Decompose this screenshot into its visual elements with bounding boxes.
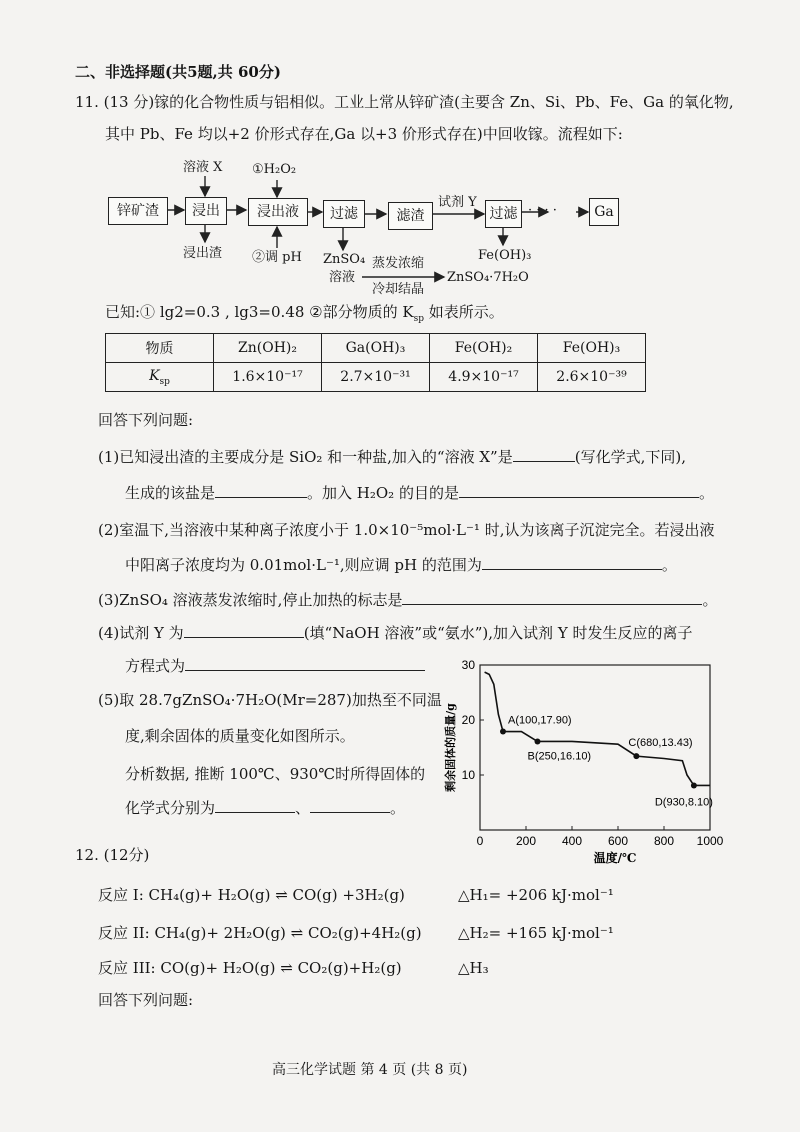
flow-label-evaporate: 蒸发浓缩 [372,256,425,271]
flow-label-adjust-ph: ②调 pH [252,250,302,265]
data-point [535,738,541,744]
data-point [691,782,697,788]
y-tick-label: 30 [461,658,475,672]
flow-label-solution: 溶液 [329,270,356,285]
flow-label-solution-x: 溶液 X [183,160,223,175]
data-point-label: C(680,13.43) [628,737,693,750]
y-tick-label: 10 [461,768,475,782]
answer-blank-formula-930[interactable] [310,798,390,813]
answer-blank-h2o2-purpose[interactable] [459,483,699,498]
flow-label-dots: · · · · [528,203,557,218]
ksp-table-header [106,334,646,363]
q12-prompt: 回答下列问题: [98,991,194,1009]
q11-part5-line4: 化学式分别为 、 。 [125,799,406,817]
flow-label-reagent-y: 试剂 Y [438,195,477,210]
flow-node-filter-1: 过滤 [323,200,365,228]
table-header-cell: Zn(OH)₂ [214,334,322,363]
answer-blank-stop-heating[interactable] [402,590,702,605]
reaction-3: 反应 III: CO(g)+ H₂O(g) ⇌ CO₂(g)+H₂(g) [98,959,402,977]
q11-part5-line1: (5)取 28.7gZnSO₄·7H₂O(Mr=287)加热至不同温 [98,691,442,709]
table-header-cell: Ga(OH)₃ [322,334,430,363]
flow-label-crystallize: 冷却结晶 [372,282,425,297]
mass-temperature-chart [440,655,740,865]
q11-part1-line1: (1)已知浸出渣的主要成分是 SiO₂ 和一种盐,加入的“溶液 X”是 (写化学式,下同), [98,448,686,466]
x-tick-label: 1000 [696,834,724,848]
flow-node-leachate: 浸出液 [248,198,308,226]
q11-intro-line2: 其中 Pb、Fe 均以+2 价形式存在,Ga 以+3 价形式存在)中回收镓。流程如下: [105,125,623,143]
mass-curve [485,672,710,785]
q11-part2-line2: 中阳离子浓度均为 0.01mol·L⁻¹,则应调 pH 的范围为 。 [125,556,677,574]
reaction-2: 反应 II: CH₄(g)+ 2H₂O(g) ⇌ CO₂(g)+4H₂(g) [98,924,422,942]
q11-part4-line1: (4)试剂 Y 为 (填“NaOH 溶液”或“氨水”),加入试剂 Y 时发生反应的离子 [98,624,693,642]
x-axis-label: 温度/℃ [593,851,637,865]
q11-part5-line3: 分析数据, 推断 100℃、930℃时所得固体的 [125,765,426,783]
x-tick-label: 400 [561,834,583,848]
data-point-label: B(250,16.10) [527,750,592,763]
flow-label-h2o2: ①H₂O₂ [252,162,297,177]
flow-label-feoh3: Fe(OH)₃ [478,248,532,263]
section-header: 二、非选择题(共5题,共 60分) [75,63,281,81]
q11-part5-line2: 度,剩余固体的质量变化如图所示。 [125,727,355,745]
page-footer: 高三化学试题 第 4 页 (共 8 页) [272,1062,468,1078]
x-tick-label: 600 [607,834,629,848]
table-header-cell: Fe(OH)₂ [430,334,538,363]
answer-blank-formula-100[interactable] [215,798,295,813]
x-tick-label: 200 [515,834,537,848]
answer-prompt: 回答下列问题: [98,411,194,429]
answer-blank-ph-range[interactable] [482,555,662,570]
ksp-table-row [106,363,646,392]
data-point [500,729,506,735]
y-axis-label: 剩余固体的质量/g [444,703,457,792]
data-point-label: D(930,8.10) [654,796,713,809]
q11-part4-line2: 方程式为 [125,656,425,676]
flow-label-residue: 浸出渣 [183,246,223,261]
answer-blank-solution-x[interactable] [513,447,575,462]
table-cell: 2.7×10⁻³¹ [322,363,430,392]
data-point-label: A(100,17.90) [508,714,572,727]
reaction-1-enthalpy: △H₁= +206 kJ·mol⁻¹ [458,886,614,904]
reaction-3-enthalpy: △H₃ [458,959,489,977]
q12-title: 12. (12分) [75,846,150,864]
q11-part1-line2: 生成的该盐是 。加入 H₂O₂ 的目的是 。 [125,484,714,502]
flow-node-leaching: 浸出 [185,197,227,225]
flow-label-znso4: ZnSO₄ [323,252,366,267]
q11-intro-line1: 11. (13 分)镓的化合物性质与铝相似。工业上常从锌矿渣(主要含 Zn、Si、Pb、Fe、Ga 的氧化物, [75,93,734,111]
flow-label-zn-product: ZnSO₄·7H₂O [447,270,529,285]
reaction-2-enthalpy: △H₂= +165 kJ·mol⁻¹ [458,924,614,942]
reaction-1: 反应 I: CH₄(g)+ H₂O(g) ⇌ CO(g) +3H₂(g) [98,886,405,904]
y-tick-label: 20 [461,713,475,727]
answer-blank-ionic-equation[interactable] [185,656,425,671]
flow-node-filter-2: 过滤 [485,200,522,228]
flowchart-arrows [0,0,800,300]
table-cell: 4.9×10⁻¹⁷ [430,363,538,392]
ksp-table [105,333,646,392]
table-header-cell: Fe(OH)₃ [538,334,646,363]
answer-blank-reagent-y[interactable] [184,623,304,638]
data-point [633,753,639,759]
x-tick-label: 800 [653,834,675,848]
table-cell: 2.6×10⁻³⁹ [538,363,646,392]
flow-node-ga: Ga [589,198,619,226]
q11-part3: (3)ZnSO₄ 溶液蒸发浓缩时,停止加热的标志是 。 [98,591,718,609]
x-tick-label: 0 [476,834,484,848]
answer-blank-salt[interactable] [215,483,307,498]
flow-node-filter-residue: 滤渣 [388,202,433,230]
table-header-cell: 物质 [106,334,214,363]
known-info: 已知:① lg2=0.3 , lg3=0.48 ②部分物质的 $K_{sp}$ 如表所示。 [105,303,504,324]
table-cell: 1.6×10⁻¹⁷ [214,363,322,392]
table-row-label: $K_{sp}$ [106,363,214,392]
q11-part2-line1: (2)室温下,当溶液中某种离子浓度小于 1.0×10⁻⁵mol·L⁻¹ 时,认为该离子沉淀完全。若浸出液 [98,521,715,539]
flow-node-zinc-residue: 锌矿渣 [108,197,168,225]
